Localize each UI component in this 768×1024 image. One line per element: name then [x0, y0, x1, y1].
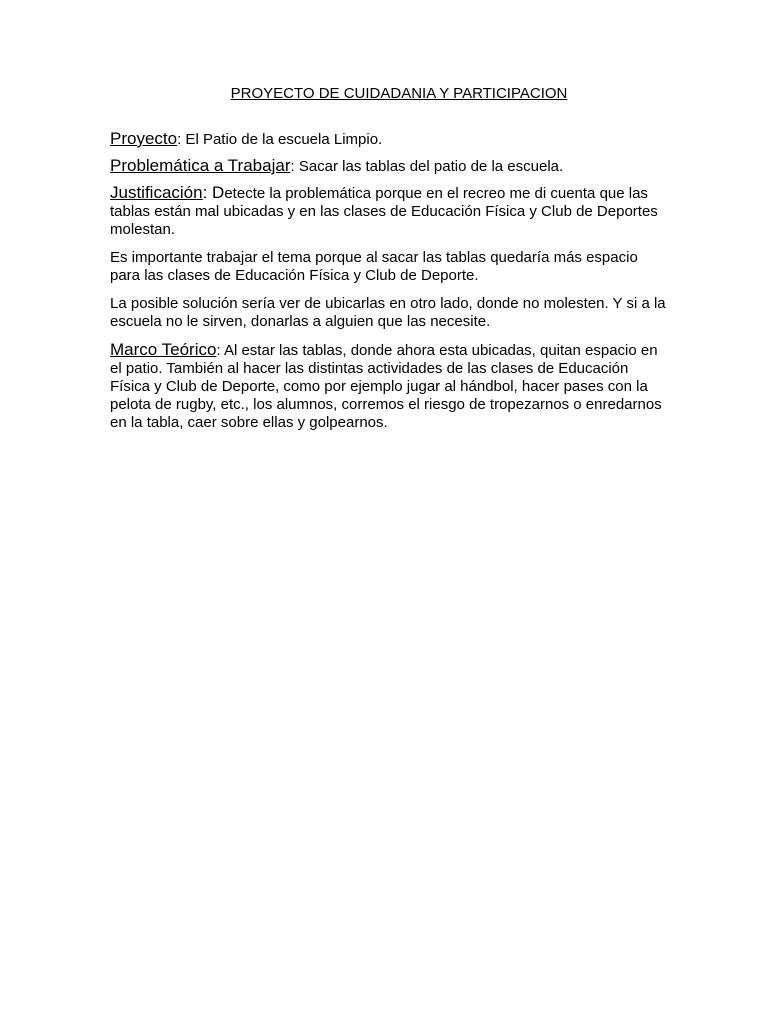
- proyecto-paragraph: [110, 130, 670, 149]
- problematica-paragraph: [110, 157, 670, 176]
- marco-separator: :: [216, 342, 221, 359]
- solucion-paragraph: La posible solución sería ver de ubicarlas en otro lado, donde no molesten. Y si a la escuela no le sirven, donarlas a alguien que las necesite.: [110, 295, 666, 330]
- problematica-separator: :: [290, 158, 295, 175]
- importante-paragraph: Es importante trabajar el tema porque al sacar las tablas quedaría más espacio para las clases de Educación Física y Club de Deporte.: [110, 249, 638, 284]
- marco-text: Al estar las tablas, donde ahora esta ubicadas, quitan espacio en el patio. También al hacer las distintas actividades de las clases de Educación Física y Club de Deporte, como por ejemplo jugar al hándbol, hacer pases con la pelota de rugby, etc., los alumnos, corremos el riesgo de tropezarnos o enredarnos en la tabla, caer sobre ellas y golpearnos.: [110, 342, 662, 431]
- proyecto-label: Proyecto: [110, 129, 178, 148]
- problematica-text: Sacar las tablas del patio de la escuela.: [294, 158, 564, 175]
- marco-paragraph: [110, 341, 670, 432]
- problematica-label: Problemática a Trabajar: [110, 156, 291, 175]
- document-body: [110, 130, 670, 442]
- justificacion-label: Justificación: [110, 183, 203, 202]
- justificacion-paragraph: [110, 184, 670, 239]
- document-title: PROYECTO DE CUIDADANIA Y PARTICIPACION: [230, 85, 568, 102]
- proyecto-separator: :: [177, 131, 182, 148]
- proyecto-text: El Patio de la escuela Limpio.: [181, 131, 383, 148]
- marco-label: Marco Teórico: [110, 340, 217, 359]
- justificacion-separator: : D: [202, 183, 225, 202]
- justificacion-text: etecte la problemática porque en el recreo me di cuenta que las tablas están mal ubicadas y en las clases de Educación Física y Club de Deportes molestan.: [110, 185, 658, 238]
